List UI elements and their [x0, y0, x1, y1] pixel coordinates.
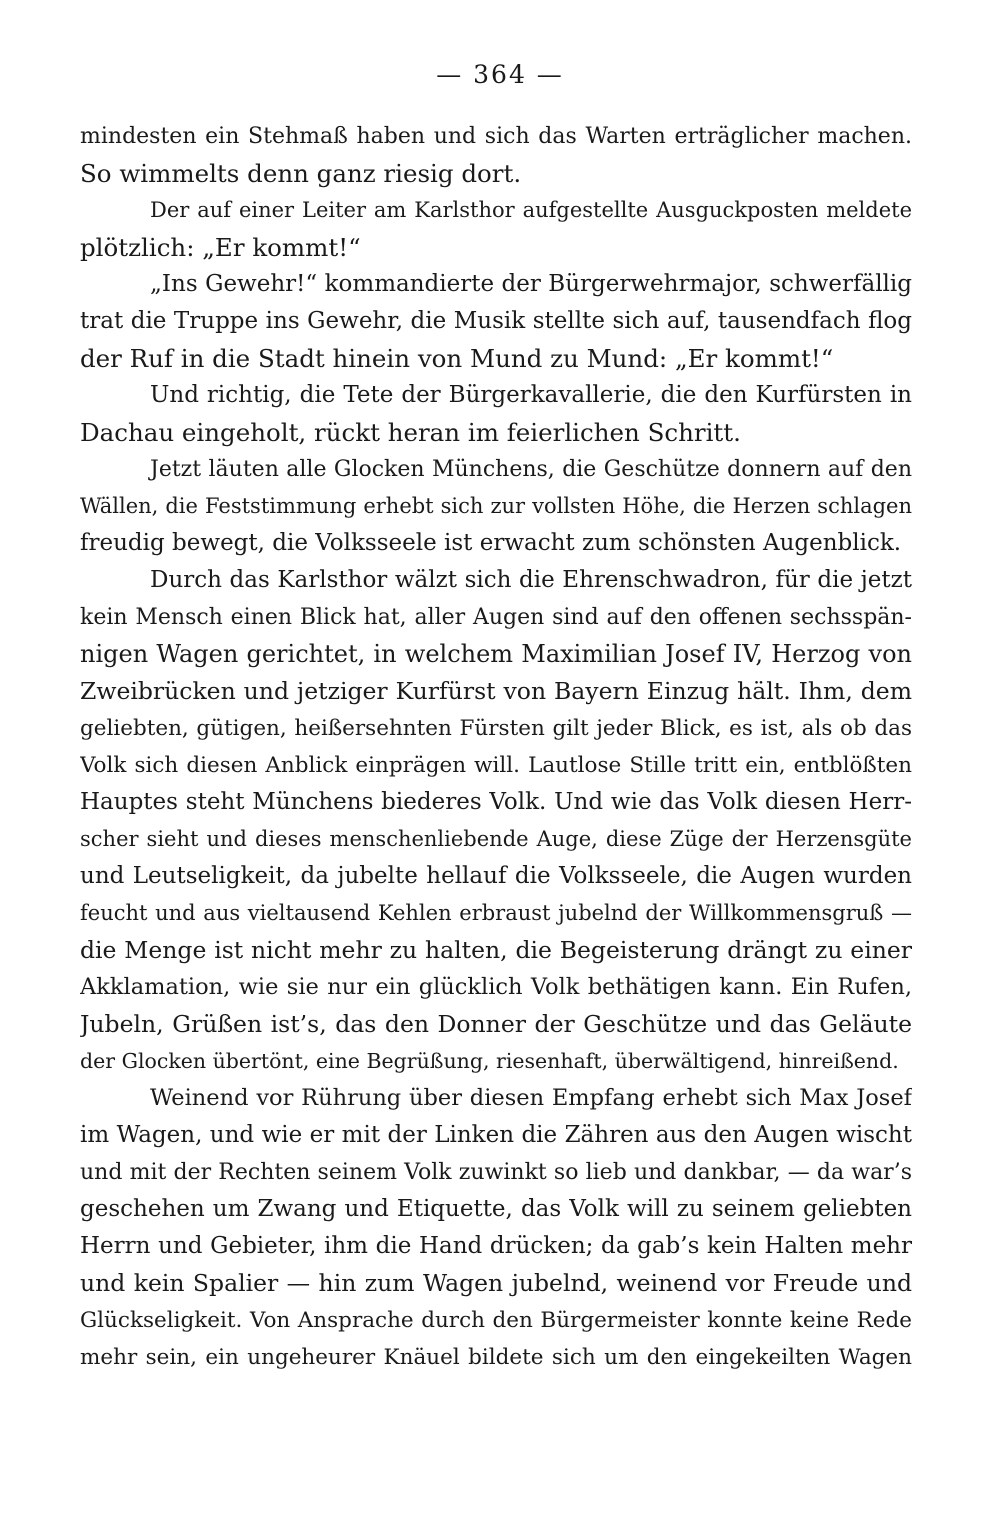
- text-line: und mit der Rechten seinem Volk zuwinkt so lieb und dankbar, — da war’s: [80, 1160, 912, 1185]
- text-line: die Menge ist nicht mehr zu halten, die Begeisterung drängt zu einer: [80, 936, 912, 964]
- text-line: mindesten ein Stehmaß haben und sich das Warten erträglicher machen.: [80, 124, 912, 149]
- text-line: Zweibrücken und jetziger Kurfürst von Bayern Einzug hält. Ihm, dem: [80, 677, 912, 705]
- text-line: Durch das Karlsthor wälzt sich die Ehrenschwadron, für die jetzt: [150, 567, 912, 593]
- text-line: Volk sich diesen Anblick einprägen will. Lautlose Stille tritt ein, entblößten: [80, 753, 912, 778]
- text-line: scher sieht und dieses menschenliebende Auge, diese Züge der Herzensgüte: [80, 827, 912, 851]
- text-line: freudig bewegt, die Volksseele ist erwacht zum schönsten Augenblick.: [80, 530, 902, 556]
- text-line: und Leutseligkeit, da jubelte hellauf die Volksseele, die Augen wurden: [80, 863, 912, 889]
- text-line: Wällen, die Feststimmung erhebt sich zur vollsten Höhe, die Herzen schlagen: [80, 494, 912, 518]
- text-line: und kein Spalier — hin zum Wagen jubelnd, weinend vor Freude und: [80, 1269, 912, 1297]
- text-line: der Glocken übertönt, eine Begrüßung, riesenhaft, überwältigend, hinreißend.: [80, 1049, 899, 1073]
- text-line: kein Mensch einen Blick hat, aller Augen sind auf den offenen sechsspän-: [80, 605, 912, 630]
- text-line: Akklamation, wie sie nur ein glücklich Volk bethätigen kann. Ein Rufen,: [80, 974, 912, 1000]
- page-number: — 364 —: [436, 60, 564, 89]
- text-line: geschehen um Zwang und Etiquette, das Volk will zu seinem geliebten: [80, 1196, 912, 1222]
- text-line: plötzlich: „Er kommt!“: [80, 233, 361, 262]
- text-line: Glückseligkeit. Von Ansprache durch den Bürgermeister konnte keine Rede: [80, 1308, 912, 1333]
- text-line: mehr sein, ein ungeheurer Knäuel bildete sich um den eingekeilten Wagen: [80, 1345, 912, 1370]
- text-line: Und richtig, die Tete der Bürgerkavallerie, die den Kurfürsten in: [150, 382, 912, 408]
- text-line: Jubeln, Grüßen ist’s, das den Donner der Geschütze und das Geläute: [80, 1010, 912, 1038]
- text-line: Herrn und Gebieter, ihm die Hand drücken; da gab’s kein Halten mehr: [80, 1233, 912, 1259]
- text-line: im Wagen, und wie er mit der Linken die Zähren aus den Augen wischt: [80, 1122, 912, 1148]
- text-line: So wimmelts denn ganz riesig dort.: [80, 159, 522, 188]
- body-text: [80, 118, 912, 1376]
- text-line: nigen Wagen gerichtet, in welchem Maximilian Josef IV, Herzog von: [80, 640, 912, 668]
- text-line: feucht und aus vieltausend Kehlen erbraust jubelnd der Willkommensgruß —: [80, 901, 912, 925]
- text-line: der Ruf in die Stadt hinein von Mund zu Mund: „Er kommt!“: [80, 344, 834, 373]
- text-line: Hauptes steht Münchens biederes Volk. Und wie das Volk diesen Herr-: [80, 789, 912, 815]
- text-line: Weinend vor Rührung über diesen Empfang erhebt sich Max Josef: [150, 1085, 912, 1111]
- text-line: trat die Truppe ins Gewehr, die Musik stellte sich auf, tausendfach flog: [80, 308, 912, 334]
- text-line: Der auf einer Leiter am Karlsthor aufgestellte Ausguckposten meldete: [150, 198, 912, 222]
- text-line: Dachau eingeholt, rückt heran im feierlichen Schritt.: [80, 418, 741, 447]
- text-line: „Ins Gewehr!“ kommandierte der Bürgerwehrmajor, schwerfällig: [150, 271, 912, 297]
- text-line: geliebten, gütigen, heißersehnten Fürsten gilt jeder Blick, es ist, als ob das: [80, 716, 912, 741]
- text-line: Jetzt läuten alle Glocken Münchens, die Geschütze donnern auf den: [150, 457, 912, 482]
